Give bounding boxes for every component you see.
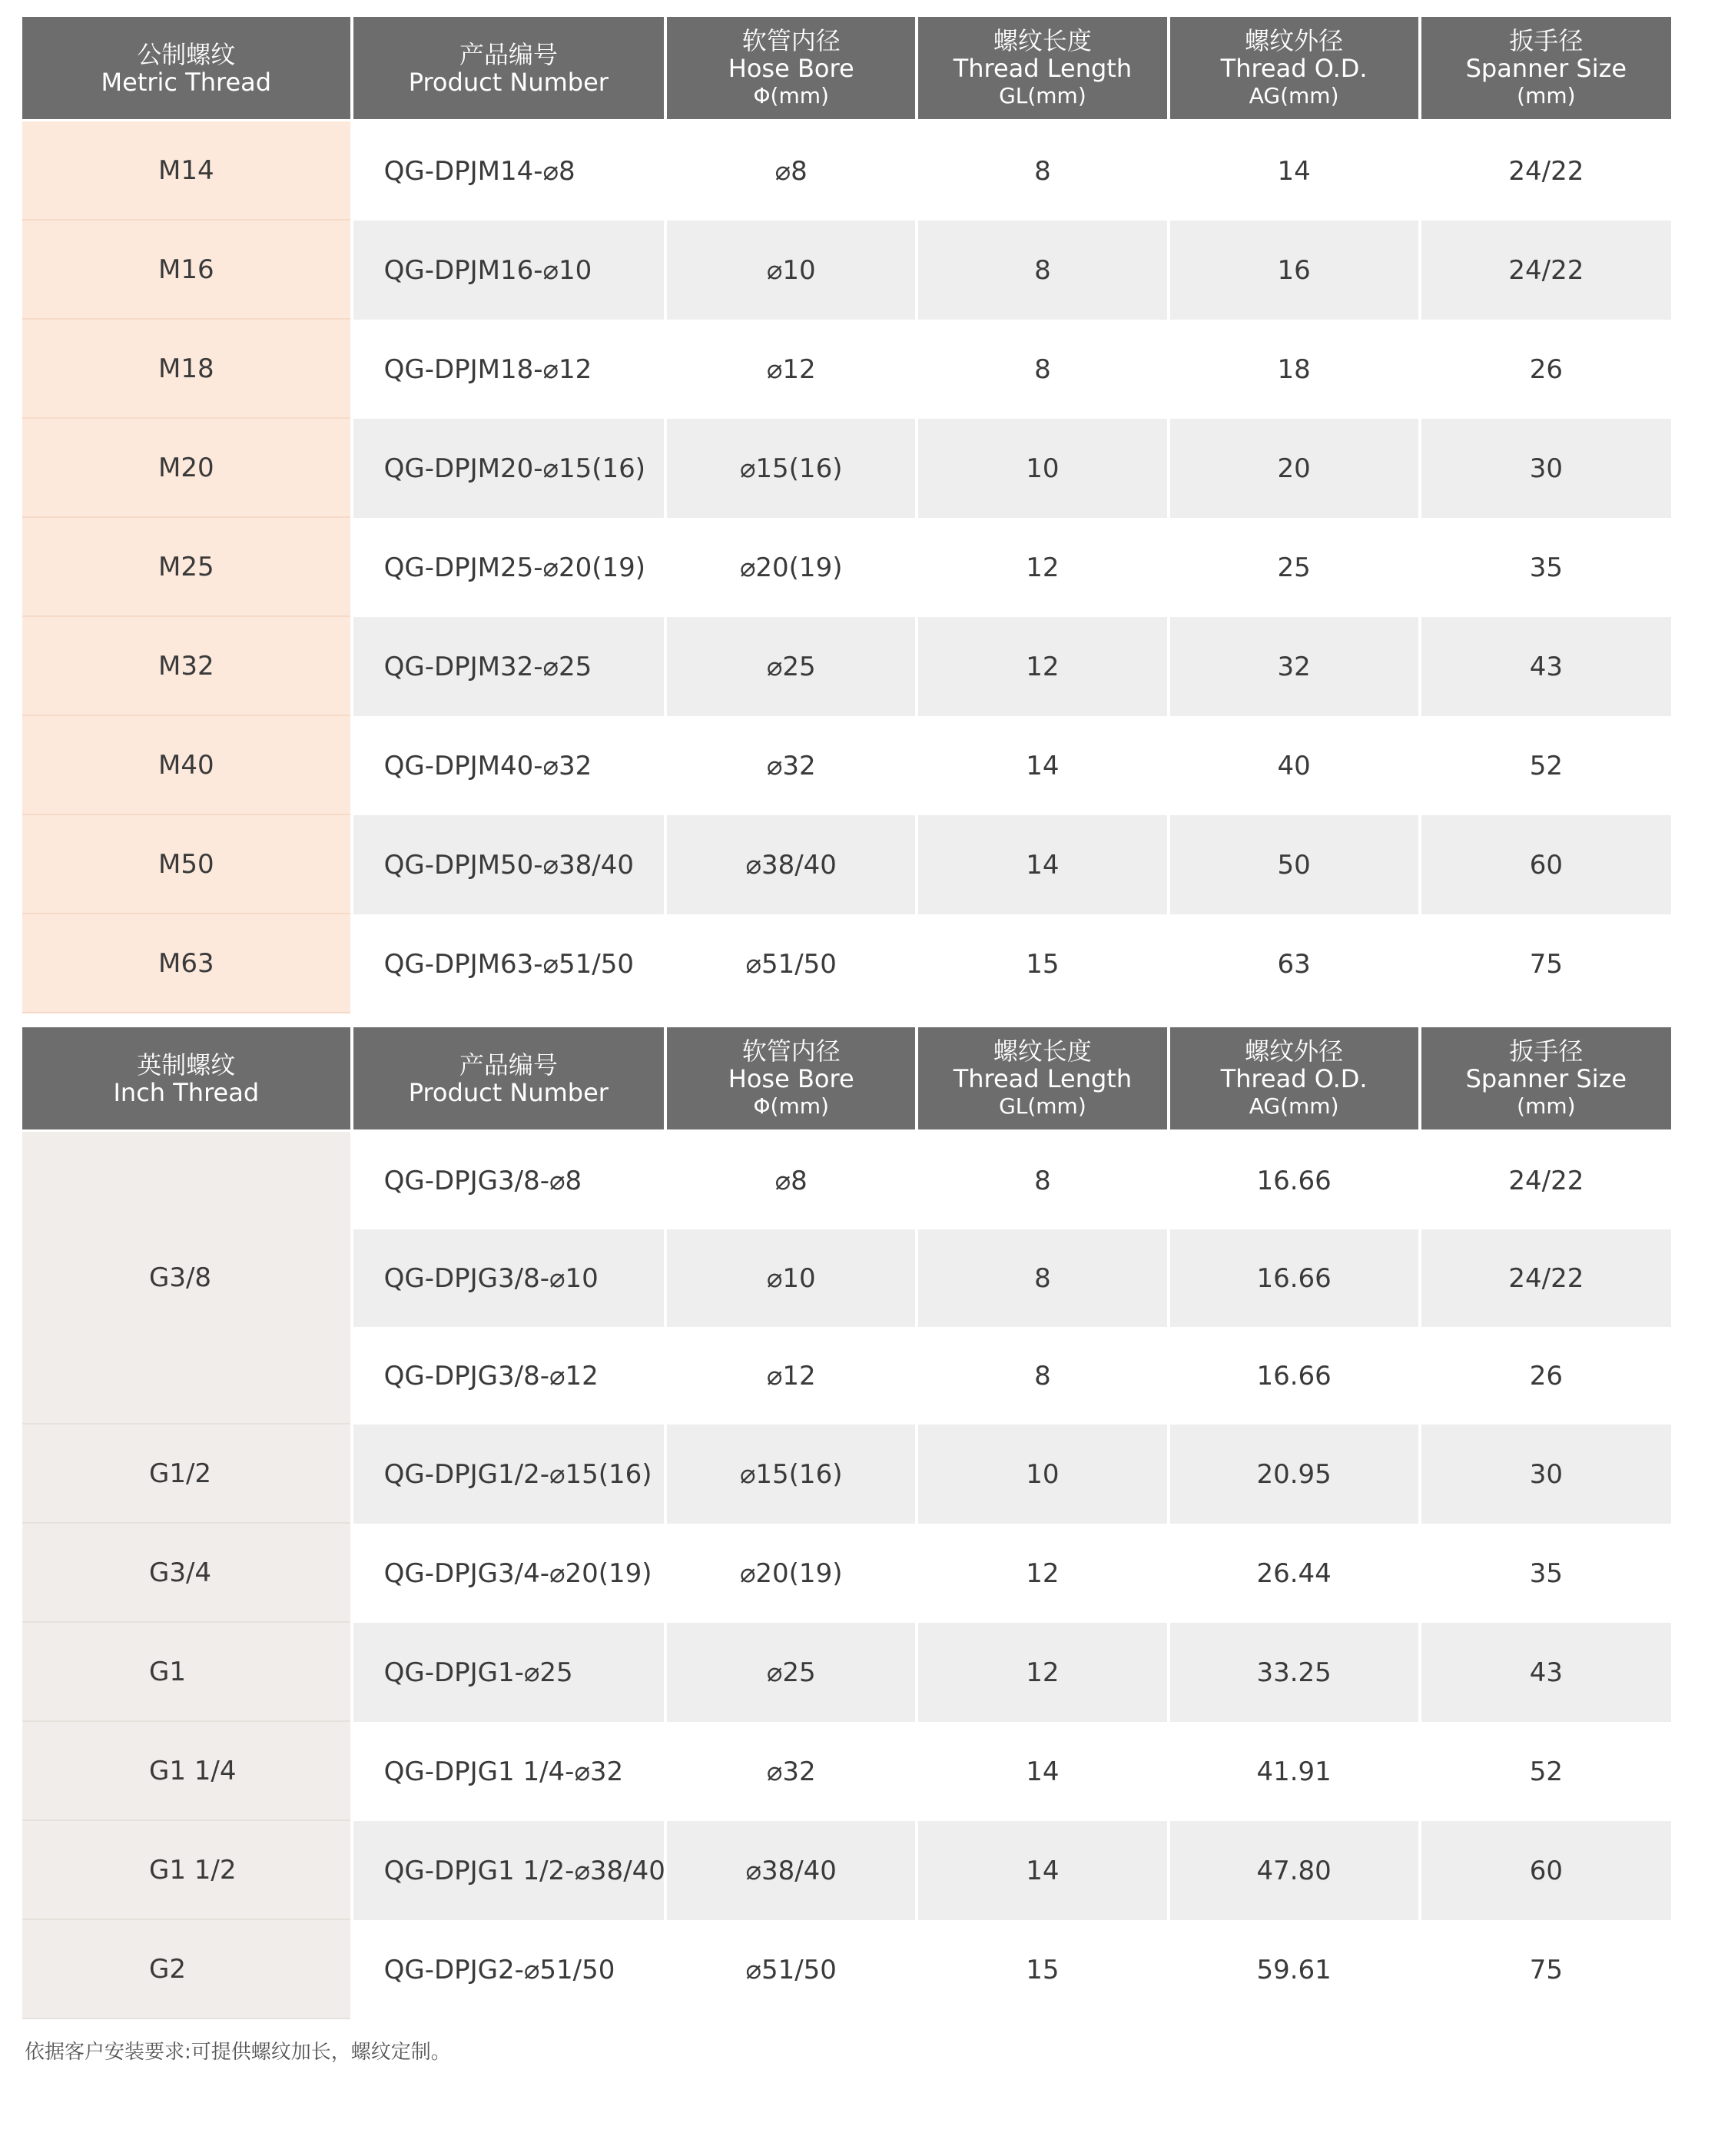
thread-cell: G3/8 xyxy=(22,1132,350,1425)
product-number-cell: QG-DPJM50-⌀38/40 xyxy=(353,815,665,914)
table-spacer xyxy=(22,1013,1671,1027)
metric-header-row xyxy=(22,17,1671,121)
bore-cell: ⌀38/40 xyxy=(667,815,915,914)
header-zh: 扳手径 xyxy=(1509,25,1584,55)
thread-cell: M50 xyxy=(22,815,350,914)
od-cell: 20.95 xyxy=(1170,1425,1418,1524)
spec-sheet xyxy=(22,17,1671,2019)
product-number-cell: QG-DPJM32-⌀25 xyxy=(353,617,665,716)
metric-header-od xyxy=(1170,17,1418,121)
thread-cell: M18 xyxy=(22,320,350,419)
spanner-cell: 24/22 xyxy=(1421,121,1671,221)
product-number-cell: QG-DPJG1 1/4-⌀32 xyxy=(353,1722,665,1821)
spanner-cell: 30 xyxy=(1421,1425,1671,1524)
bore-cell: ⌀10 xyxy=(667,221,915,320)
metric-header-bore xyxy=(667,17,915,121)
table-row xyxy=(22,419,1671,518)
inch-header-length xyxy=(918,1027,1166,1132)
footnote: 依据客户安装要求:可提供螺纹加长，螺纹定制。 xyxy=(25,2041,451,2064)
inch-header-bore xyxy=(667,1027,915,1132)
bore-cell: ⌀15(16) xyxy=(667,419,915,518)
od-cell: 16.66 xyxy=(1170,1229,1418,1327)
table-row xyxy=(22,1132,1671,1229)
bore-cell: ⌀51/50 xyxy=(667,1920,915,2019)
header-en: Product Number xyxy=(408,1077,609,1107)
spanner-cell: 60 xyxy=(1421,1821,1671,1920)
product-number-cell: QG-DPJG3/8-⌀10 xyxy=(353,1229,665,1327)
product-number-cell: QG-DPJM40-⌀32 xyxy=(353,716,665,815)
thread-cell: M40 xyxy=(22,716,350,815)
length-cell: 10 xyxy=(918,419,1166,518)
table-row xyxy=(22,1623,1671,1722)
header-zh: 公制螺纹 xyxy=(137,39,236,69)
product-number-cell: QG-DPJM20-⌀15(16) xyxy=(353,419,665,518)
header-zh: 软管内径 xyxy=(741,25,841,55)
spanner-cell: 60 xyxy=(1421,815,1671,914)
header-en: Hose Bore xyxy=(728,53,854,83)
length-cell: 14 xyxy=(918,1722,1166,1821)
spanner-cell: 52 xyxy=(1421,1722,1671,1821)
bore-cell: ⌀12 xyxy=(667,320,915,419)
product-number-cell: QG-DPJG1/2-⌀15(16) xyxy=(353,1425,665,1524)
product-number-cell: QG-DPJG1-⌀25 xyxy=(353,1623,665,1722)
inch-header-od xyxy=(1170,1027,1418,1132)
header-zh: 英制螺纹 xyxy=(137,1050,236,1080)
length-cell: 8 xyxy=(918,221,1166,320)
spanner-cell: 35 xyxy=(1421,518,1671,617)
spanner-cell: 35 xyxy=(1421,1524,1671,1623)
header-en: Metric Thread xyxy=(101,67,272,97)
bore-cell: ⌀12 xyxy=(667,1327,915,1425)
header-zh: 产品编号 xyxy=(459,39,558,69)
spanner-cell: 30 xyxy=(1421,419,1671,518)
bore-cell: ⌀38/40 xyxy=(667,1821,915,1920)
metric-header-product xyxy=(353,17,665,121)
header-unit: Φ(mm) xyxy=(753,82,829,108)
product-number-cell: QG-DPJG3/8-⌀12 xyxy=(353,1327,665,1425)
od-cell: 59.61 xyxy=(1170,1920,1418,2019)
thread-cell: G1 xyxy=(22,1623,350,1722)
length-cell: 8 xyxy=(918,1327,1166,1425)
od-cell: 16 xyxy=(1170,221,1418,320)
table-row xyxy=(22,716,1671,815)
thread-cell: G1 1/4 xyxy=(22,1722,350,1821)
od-cell: 26.44 xyxy=(1170,1524,1418,1623)
spanner-cell: 43 xyxy=(1421,617,1671,716)
table-row xyxy=(22,815,1671,914)
length-cell: 14 xyxy=(918,716,1166,815)
header-zh: 扳手径 xyxy=(1509,1036,1584,1066)
spanner-cell: 26 xyxy=(1421,1327,1671,1425)
length-cell: 8 xyxy=(918,1132,1166,1229)
od-cell: 20 xyxy=(1170,419,1418,518)
thread-cell: G1/2 xyxy=(22,1425,350,1524)
table-row xyxy=(22,617,1671,716)
table-row xyxy=(22,1920,1671,2019)
od-cell: 40 xyxy=(1170,716,1418,815)
header-en: Spanner Size xyxy=(1465,1063,1627,1093)
bore-cell: ⌀8 xyxy=(667,1132,915,1229)
header-en: Hose Bore xyxy=(728,1063,854,1093)
metric-header-thread xyxy=(22,17,350,121)
length-cell: 14 xyxy=(918,815,1166,914)
header-zh: 螺纹长度 xyxy=(993,1036,1092,1066)
inch-header-row xyxy=(22,1027,1671,1132)
table-row xyxy=(22,1722,1671,1821)
header-zh: 螺纹长度 xyxy=(993,25,1092,55)
bore-cell: ⌀32 xyxy=(667,716,915,815)
spanner-cell: 24/22 xyxy=(1421,1132,1671,1229)
table-row xyxy=(22,1821,1671,1920)
header-en: Thread Length xyxy=(953,1063,1133,1093)
length-cell: 8 xyxy=(918,121,1166,221)
header-unit: Φ(mm) xyxy=(753,1093,829,1119)
table-row xyxy=(22,518,1671,617)
thread-cell: M32 xyxy=(22,617,350,716)
od-cell: 50 xyxy=(1170,815,1418,914)
thread-cell: M20 xyxy=(22,419,350,518)
thread-cell: M16 xyxy=(22,221,350,320)
od-cell: 25 xyxy=(1170,518,1418,617)
bore-cell: ⌀20(19) xyxy=(667,1524,915,1623)
product-number-cell: QG-DPJG2-⌀51/50 xyxy=(353,1920,665,2019)
od-cell: 14 xyxy=(1170,121,1418,221)
od-cell: 33.25 xyxy=(1170,1623,1418,1722)
length-cell: 10 xyxy=(918,1425,1166,1524)
header-unit: AG(mm) xyxy=(1249,1093,1339,1119)
length-cell: 8 xyxy=(918,320,1166,419)
bore-cell: ⌀15(16) xyxy=(667,1425,915,1524)
spanner-cell: 75 xyxy=(1421,914,1671,1013)
inch-header-spanner xyxy=(1421,1027,1671,1132)
table-row xyxy=(22,1524,1671,1623)
table-row xyxy=(22,914,1671,1013)
header-en: Product Number xyxy=(408,67,609,97)
length-cell: 15 xyxy=(918,1920,1166,2019)
product-number-cell: QG-DPJG1 1/2-⌀38/40 xyxy=(353,1821,665,1920)
spacer-cell xyxy=(22,1013,1671,1027)
table-row xyxy=(22,1425,1671,1524)
od-cell: 41.91 xyxy=(1170,1722,1418,1821)
product-number-cell: QG-DPJG3/8-⌀8 xyxy=(353,1132,665,1229)
thread-cell: M25 xyxy=(22,518,350,617)
header-en: Thread O.D. xyxy=(1220,53,1368,83)
thread-cell: G1 1/2 xyxy=(22,1821,350,1920)
length-cell: 15 xyxy=(918,914,1166,1013)
spanner-cell: 24/22 xyxy=(1421,221,1671,320)
bore-cell: ⌀51/50 xyxy=(667,914,915,1013)
od-cell: 16.66 xyxy=(1170,1327,1418,1425)
bore-cell: ⌀32 xyxy=(667,1722,915,1821)
header-en: Thread Length xyxy=(953,53,1133,83)
header-zh: 螺纹外径 xyxy=(1245,1036,1344,1066)
table-row xyxy=(22,221,1671,320)
od-cell: 16.66 xyxy=(1170,1132,1418,1229)
spanner-cell: 24/22 xyxy=(1421,1229,1671,1327)
product-number-cell: QG-DPJM25-⌀20(19) xyxy=(353,518,665,617)
spanner-cell: 26 xyxy=(1421,320,1671,419)
bore-cell: ⌀10 xyxy=(667,1229,915,1327)
bore-cell: ⌀20(19) xyxy=(667,518,915,617)
table-row xyxy=(22,320,1671,419)
header-unit: GL(mm) xyxy=(999,82,1086,108)
od-cell: 18 xyxy=(1170,320,1418,419)
product-number-cell: QG-DPJM63-⌀51/50 xyxy=(353,914,665,1013)
header-zh: 产品编号 xyxy=(459,1050,558,1080)
metric-header-spanner xyxy=(1421,17,1671,121)
length-cell: 12 xyxy=(918,1524,1166,1623)
header-zh: 螺纹外径 xyxy=(1245,25,1344,55)
header-unit: (mm) xyxy=(1517,82,1576,108)
od-cell: 47.80 xyxy=(1170,1821,1418,1920)
bore-cell: ⌀25 xyxy=(667,1623,915,1722)
header-unit: (mm) xyxy=(1517,1093,1576,1119)
length-cell: 12 xyxy=(918,518,1166,617)
product-number-cell: QG-DPJM14-⌀8 xyxy=(353,121,665,221)
header-en: Inch Thread xyxy=(113,1077,260,1107)
bore-cell: ⌀8 xyxy=(667,121,915,221)
length-cell: 12 xyxy=(918,617,1166,716)
header-en: Thread O.D. xyxy=(1220,1063,1368,1093)
inch-header-thread xyxy=(22,1027,350,1132)
thread-cell: M63 xyxy=(22,914,350,1013)
thread-cell: M14 xyxy=(22,121,350,221)
product-number-cell: QG-DPJG3/4-⌀20(19) xyxy=(353,1524,665,1623)
spanner-cell: 43 xyxy=(1421,1623,1671,1722)
od-cell: 63 xyxy=(1170,914,1418,1013)
inch-header-product xyxy=(353,1027,665,1132)
length-cell: 8 xyxy=(918,1229,1166,1327)
bore-cell: ⌀25 xyxy=(667,617,915,716)
spanner-cell: 75 xyxy=(1421,1920,1671,2019)
product-number-cell: QG-DPJM16-⌀10 xyxy=(353,221,665,320)
spec-table xyxy=(19,17,1674,2019)
length-cell: 14 xyxy=(918,1821,1166,1920)
od-cell: 32 xyxy=(1170,617,1418,716)
metric-header-length xyxy=(918,17,1166,121)
thread-cell: G2 xyxy=(22,1920,350,2019)
header-en: Spanner Size xyxy=(1465,53,1627,83)
table-row xyxy=(22,121,1671,221)
header-zh: 软管内径 xyxy=(741,1036,841,1066)
thread-cell: G3/4 xyxy=(22,1524,350,1623)
length-cell: 12 xyxy=(918,1623,1166,1722)
spanner-cell: 52 xyxy=(1421,716,1671,815)
header-unit: GL(mm) xyxy=(999,1093,1086,1119)
header-unit: AG(mm) xyxy=(1249,82,1339,108)
product-number-cell: QG-DPJM18-⌀12 xyxy=(353,320,665,419)
